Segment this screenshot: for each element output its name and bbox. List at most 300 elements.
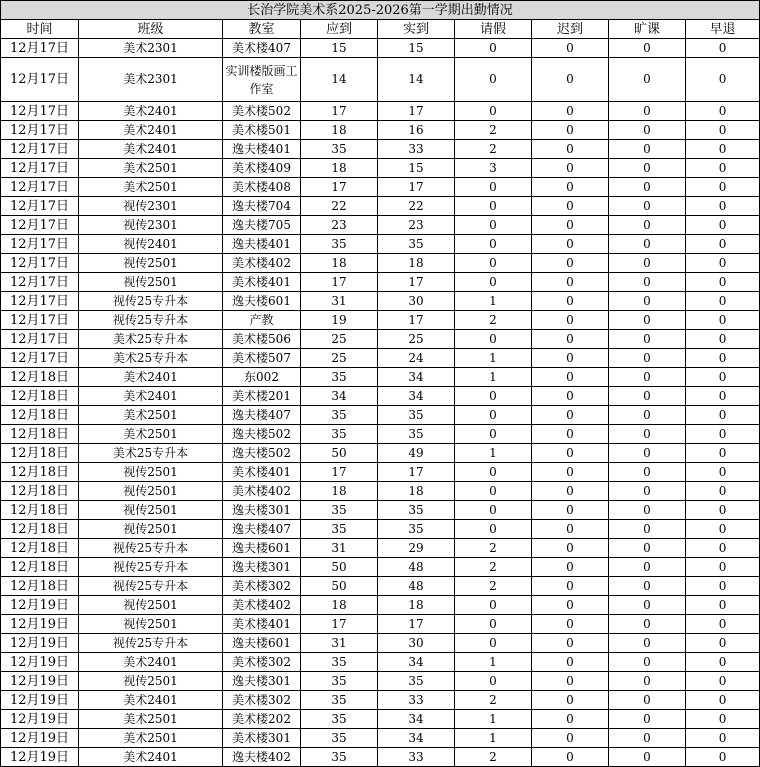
cell-late[interactable]: 0 xyxy=(532,292,609,311)
cell-date[interactable]: 12月18日 xyxy=(1,558,79,577)
cell-absent[interactable]: 0 xyxy=(609,254,686,273)
cell-leave[interactable]: 0 xyxy=(455,615,532,634)
cell-date[interactable]: 12月17日 xyxy=(1,58,79,102)
cell-leave[interactable]: 0 xyxy=(455,501,532,520)
cell-present[interactable]: 24 xyxy=(378,349,455,368)
cell-class[interactable]: 视传2501 xyxy=(79,672,223,691)
cell-present[interactable]: 17 xyxy=(378,273,455,292)
cell-late[interactable]: 0 xyxy=(532,387,609,406)
cell-early-leave[interactable]: 0 xyxy=(686,615,760,634)
cell-date[interactable]: 12月19日 xyxy=(1,596,79,615)
cell-expected[interactable]: 35 xyxy=(301,406,378,425)
cell-expected[interactable]: 35 xyxy=(301,235,378,254)
cell-present[interactable]: 48 xyxy=(378,577,455,596)
cell-date[interactable]: 12月17日 xyxy=(1,292,79,311)
cell-early-leave[interactable]: 0 xyxy=(686,691,760,710)
cell-date[interactable]: 12月19日 xyxy=(1,710,79,729)
cell-date[interactable]: 12月17日 xyxy=(1,311,79,330)
cell-expected[interactable]: 35 xyxy=(301,672,378,691)
cell-leave[interactable]: 3 xyxy=(455,159,532,178)
cell-late[interactable]: 0 xyxy=(532,39,609,58)
cell-class[interactable]: 美术2301 xyxy=(79,58,223,102)
cell-class[interactable]: 视传25专升本 xyxy=(79,634,223,653)
cell-date[interactable]: 12月18日 xyxy=(1,406,79,425)
cell-absent[interactable]: 0 xyxy=(609,539,686,558)
cell-leave[interactable]: 1 xyxy=(455,368,532,387)
cell-early-leave[interactable]: 0 xyxy=(686,292,760,311)
cell-leave[interactable]: 2 xyxy=(455,748,532,767)
cell-early-leave[interactable]: 0 xyxy=(686,311,760,330)
header-cell-class[interactable]: 班级 xyxy=(79,20,223,39)
cell-expected[interactable]: 35 xyxy=(301,520,378,539)
cell-early-leave[interactable]: 0 xyxy=(686,653,760,672)
cell-room[interactable]: 逸夫楼705 xyxy=(223,216,301,235)
header-cell-early-leave[interactable]: 早退 xyxy=(686,20,760,39)
cell-early-leave[interactable]: 0 xyxy=(686,710,760,729)
cell-absent[interactable]: 0 xyxy=(609,39,686,58)
cell-room[interactable]: 美术楼401 xyxy=(223,273,301,292)
cell-leave[interactable]: 0 xyxy=(455,672,532,691)
cell-late[interactable]: 0 xyxy=(532,349,609,368)
cell-class[interactable]: 视传2301 xyxy=(79,197,223,216)
cell-class[interactable]: 美术25专升本 xyxy=(79,330,223,349)
cell-late[interactable]: 0 xyxy=(532,748,609,767)
cell-class[interactable]: 视传25专升本 xyxy=(79,577,223,596)
cell-late[interactable]: 0 xyxy=(532,577,609,596)
cell-class[interactable]: 视传2501 xyxy=(79,501,223,520)
cell-absent[interactable]: 0 xyxy=(609,463,686,482)
cell-expected[interactable]: 35 xyxy=(301,653,378,672)
cell-present[interactable]: 17 xyxy=(378,615,455,634)
cell-expected[interactable]: 22 xyxy=(301,197,378,216)
cell-absent[interactable]: 0 xyxy=(609,311,686,330)
cell-present[interactable]: 34 xyxy=(378,368,455,387)
cell-class[interactable]: 美术2401 xyxy=(79,121,223,140)
cell-class[interactable]: 美术2401 xyxy=(79,748,223,767)
cell-room[interactable]: 美术楼302 xyxy=(223,577,301,596)
cell-expected[interactable]: 14 xyxy=(301,58,378,102)
cell-present[interactable]: 15 xyxy=(378,39,455,58)
cell-late[interactable]: 0 xyxy=(532,311,609,330)
cell-class[interactable]: 美术2501 xyxy=(79,159,223,178)
cell-leave[interactable]: 2 xyxy=(455,691,532,710)
cell-absent[interactable]: 0 xyxy=(609,653,686,672)
cell-late[interactable]: 0 xyxy=(532,140,609,159)
cell-room[interactable]: 美术楼507 xyxy=(223,349,301,368)
cell-expected[interactable]: 31 xyxy=(301,539,378,558)
cell-date[interactable]: 12月17日 xyxy=(1,235,79,254)
cell-late[interactable]: 0 xyxy=(532,596,609,615)
cell-room[interactable]: 东002 xyxy=(223,368,301,387)
cell-class[interactable]: 美术2401 xyxy=(79,140,223,159)
cell-late[interactable]: 0 xyxy=(532,444,609,463)
cell-early-leave[interactable]: 0 xyxy=(686,634,760,653)
cell-early-leave[interactable]: 0 xyxy=(686,39,760,58)
sheet-title[interactable]: 长治学院美术系2025-2026第一学期出勤情况 xyxy=(1,1,760,20)
cell-late[interactable]: 0 xyxy=(532,615,609,634)
cell-expected[interactable]: 35 xyxy=(301,710,378,729)
cell-leave[interactable]: 1 xyxy=(455,710,532,729)
cell-class[interactable]: 视传2401 xyxy=(79,235,223,254)
cell-early-leave[interactable]: 0 xyxy=(686,330,760,349)
cell-date[interactable]: 12月19日 xyxy=(1,615,79,634)
cell-leave[interactable]: 0 xyxy=(455,197,532,216)
cell-date[interactable]: 12月17日 xyxy=(1,39,79,58)
cell-expected[interactable]: 50 xyxy=(301,577,378,596)
cell-present[interactable]: 17 xyxy=(378,463,455,482)
cell-late[interactable]: 0 xyxy=(532,58,609,102)
cell-leave[interactable]: 0 xyxy=(455,216,532,235)
cell-present[interactable]: 33 xyxy=(378,140,455,159)
cell-absent[interactable]: 0 xyxy=(609,58,686,102)
cell-leave[interactable]: 0 xyxy=(455,330,532,349)
cell-expected[interactable]: 23 xyxy=(301,216,378,235)
cell-date[interactable]: 12月19日 xyxy=(1,748,79,767)
cell-class[interactable]: 视传2501 xyxy=(79,273,223,292)
cell-leave[interactable]: 0 xyxy=(455,463,532,482)
cell-expected[interactable]: 35 xyxy=(301,368,378,387)
cell-absent[interactable]: 0 xyxy=(609,748,686,767)
cell-leave[interactable]: 0 xyxy=(455,254,532,273)
cell-expected[interactable]: 18 xyxy=(301,159,378,178)
cell-room[interactable]: 产教 xyxy=(223,311,301,330)
cell-absent[interactable]: 0 xyxy=(609,425,686,444)
cell-early-leave[interactable]: 0 xyxy=(686,121,760,140)
cell-leave[interactable]: 2 xyxy=(455,539,532,558)
cell-date[interactable]: 12月18日 xyxy=(1,463,79,482)
cell-expected[interactable]: 35 xyxy=(301,140,378,159)
cell-leave[interactable]: 1 xyxy=(455,729,532,748)
cell-expected[interactable]: 19 xyxy=(301,311,378,330)
header-cell-late[interactable]: 迟到 xyxy=(532,20,609,39)
cell-expected[interactable]: 31 xyxy=(301,634,378,653)
cell-leave[interactable]: 1 xyxy=(455,349,532,368)
cell-date[interactable]: 12月17日 xyxy=(1,273,79,292)
cell-early-leave[interactable]: 0 xyxy=(686,520,760,539)
cell-class[interactable]: 美术2401 xyxy=(79,102,223,121)
cell-leave[interactable]: 0 xyxy=(455,596,532,615)
cell-leave[interactable]: 0 xyxy=(455,406,532,425)
cell-present[interactable]: 30 xyxy=(378,634,455,653)
cell-early-leave[interactable]: 0 xyxy=(686,349,760,368)
cell-date[interactable]: 12月18日 xyxy=(1,539,79,558)
cell-early-leave[interactable]: 0 xyxy=(686,197,760,216)
cell-room[interactable]: 美术楼408 xyxy=(223,178,301,197)
cell-class[interactable]: 视传2501 xyxy=(79,463,223,482)
cell-room[interactable]: 美术楼407 xyxy=(223,39,301,58)
cell-expected[interactable]: 18 xyxy=(301,254,378,273)
header-cell-expected[interactable]: 应到 xyxy=(301,20,378,39)
cell-absent[interactable]: 0 xyxy=(609,520,686,539)
cell-date[interactable]: 12月19日 xyxy=(1,672,79,691)
cell-date[interactable]: 12月19日 xyxy=(1,653,79,672)
header-cell-room[interactable]: 教室 xyxy=(223,20,301,39)
cell-late[interactable]: 0 xyxy=(532,672,609,691)
header-cell-present[interactable]: 实到 xyxy=(378,20,455,39)
cell-absent[interactable]: 0 xyxy=(609,482,686,501)
cell-date[interactable]: 12月17日 xyxy=(1,197,79,216)
cell-late[interactable]: 0 xyxy=(532,216,609,235)
cell-leave[interactable]: 1 xyxy=(455,653,532,672)
cell-late[interactable]: 0 xyxy=(532,368,609,387)
cell-early-leave[interactable]: 0 xyxy=(686,254,760,273)
cell-class[interactable]: 美术2401 xyxy=(79,368,223,387)
cell-present[interactable]: 17 xyxy=(378,311,455,330)
cell-present[interactable]: 17 xyxy=(378,102,455,121)
cell-late[interactable]: 0 xyxy=(532,425,609,444)
cell-late[interactable]: 0 xyxy=(532,121,609,140)
cell-leave[interactable]: 2 xyxy=(455,311,532,330)
cell-absent[interactable]: 0 xyxy=(609,140,686,159)
cell-absent[interactable]: 0 xyxy=(609,577,686,596)
cell-absent[interactable]: 0 xyxy=(609,596,686,615)
cell-absent[interactable]: 0 xyxy=(609,121,686,140)
cell-present[interactable]: 33 xyxy=(378,691,455,710)
cell-early-leave[interactable]: 0 xyxy=(686,58,760,102)
cell-present[interactable]: 35 xyxy=(378,235,455,254)
cell-present[interactable]: 34 xyxy=(378,710,455,729)
cell-present[interactable]: 22 xyxy=(378,197,455,216)
cell-room[interactable]: 实训楼版画工作室 xyxy=(223,58,301,102)
cell-early-leave[interactable]: 0 xyxy=(686,729,760,748)
cell-leave[interactable]: 0 xyxy=(455,482,532,501)
cell-room[interactable]: 逸夫楼402 xyxy=(223,748,301,767)
cell-room[interactable]: 逸夫楼502 xyxy=(223,444,301,463)
cell-class[interactable]: 美术2501 xyxy=(79,406,223,425)
cell-room[interactable]: 美术楼301 xyxy=(223,729,301,748)
cell-present[interactable]: 35 xyxy=(378,672,455,691)
cell-early-leave[interactable]: 0 xyxy=(686,216,760,235)
cell-class[interactable]: 美术2401 xyxy=(79,653,223,672)
cell-leave[interactable]: 2 xyxy=(455,577,532,596)
cell-absent[interactable]: 0 xyxy=(609,292,686,311)
cell-class[interactable]: 美术2401 xyxy=(79,691,223,710)
cell-leave[interactable]: 0 xyxy=(455,39,532,58)
cell-absent[interactable]: 0 xyxy=(609,672,686,691)
cell-expected[interactable]: 17 xyxy=(301,178,378,197)
cell-early-leave[interactable]: 0 xyxy=(686,406,760,425)
cell-absent[interactable]: 0 xyxy=(609,197,686,216)
cell-class[interactable]: 视传25专升本 xyxy=(79,558,223,577)
cell-late[interactable]: 0 xyxy=(532,539,609,558)
cell-expected[interactable]: 35 xyxy=(301,425,378,444)
cell-present[interactable]: 33 xyxy=(378,748,455,767)
cell-present[interactable]: 34 xyxy=(378,387,455,406)
cell-room[interactable]: 美术楼506 xyxy=(223,330,301,349)
cell-room[interactable]: 逸夫楼502 xyxy=(223,425,301,444)
cell-room[interactable]: 逸夫楼301 xyxy=(223,672,301,691)
cell-absent[interactable]: 0 xyxy=(609,710,686,729)
cell-expected[interactable]: 35 xyxy=(301,729,378,748)
cell-date[interactable]: 12月19日 xyxy=(1,729,79,748)
cell-date[interactable]: 12月18日 xyxy=(1,444,79,463)
cell-expected[interactable]: 18 xyxy=(301,596,378,615)
cell-expected[interactable]: 35 xyxy=(301,501,378,520)
cell-present[interactable]: 48 xyxy=(378,558,455,577)
cell-leave[interactable]: 0 xyxy=(455,520,532,539)
cell-expected[interactable]: 34 xyxy=(301,387,378,406)
cell-present[interactable]: 18 xyxy=(378,596,455,615)
cell-expected[interactable]: 25 xyxy=(301,349,378,368)
cell-class[interactable]: 视传2501 xyxy=(79,520,223,539)
cell-expected[interactable]: 50 xyxy=(301,558,378,577)
cell-room[interactable]: 美术楼402 xyxy=(223,482,301,501)
cell-present[interactable]: 35 xyxy=(378,501,455,520)
cell-late[interactable]: 0 xyxy=(532,159,609,178)
cell-date[interactable]: 12月17日 xyxy=(1,140,79,159)
cell-present[interactable]: 35 xyxy=(378,425,455,444)
cell-early-leave[interactable]: 0 xyxy=(686,501,760,520)
cell-late[interactable]: 0 xyxy=(532,197,609,216)
cell-room[interactable]: 逸夫楼401 xyxy=(223,140,301,159)
cell-class[interactable]: 美术2301 xyxy=(79,39,223,58)
cell-room[interactable]: 美术楼401 xyxy=(223,463,301,482)
cell-leave[interactable]: 0 xyxy=(455,235,532,254)
cell-room[interactable]: 美术楼202 xyxy=(223,710,301,729)
cell-leave[interactable]: 2 xyxy=(455,140,532,159)
cell-date[interactable]: 12月18日 xyxy=(1,501,79,520)
cell-room[interactable]: 逸夫楼601 xyxy=(223,539,301,558)
cell-late[interactable]: 0 xyxy=(532,254,609,273)
cell-late[interactable]: 0 xyxy=(532,406,609,425)
cell-early-leave[interactable]: 0 xyxy=(686,368,760,387)
cell-absent[interactable]: 0 xyxy=(609,102,686,121)
cell-late[interactable]: 0 xyxy=(532,273,609,292)
cell-absent[interactable]: 0 xyxy=(609,330,686,349)
cell-present[interactable]: 15 xyxy=(378,159,455,178)
cell-absent[interactable]: 0 xyxy=(609,501,686,520)
cell-room[interactable]: 逸夫楼407 xyxy=(223,520,301,539)
cell-class[interactable]: 视传25专升本 xyxy=(79,311,223,330)
cell-early-leave[interactable]: 0 xyxy=(686,140,760,159)
cell-date[interactable]: 12月17日 xyxy=(1,159,79,178)
cell-absent[interactable]: 0 xyxy=(609,159,686,178)
cell-early-leave[interactable]: 0 xyxy=(686,463,760,482)
cell-class[interactable]: 美术2401 xyxy=(79,387,223,406)
cell-late[interactable]: 0 xyxy=(532,634,609,653)
cell-late[interactable]: 0 xyxy=(532,178,609,197)
cell-leave[interactable]: 0 xyxy=(455,102,532,121)
cell-expected[interactable]: 15 xyxy=(301,39,378,58)
cell-present[interactable]: 29 xyxy=(378,539,455,558)
cell-class[interactable]: 视传2501 xyxy=(79,254,223,273)
cell-expected[interactable]: 17 xyxy=(301,463,378,482)
cell-early-leave[interactable]: 0 xyxy=(686,482,760,501)
cell-class[interactable]: 美术2501 xyxy=(79,425,223,444)
cell-date[interactable]: 12月17日 xyxy=(1,254,79,273)
cell-present[interactable]: 30 xyxy=(378,292,455,311)
cell-class[interactable]: 视传2501 xyxy=(79,615,223,634)
cell-early-leave[interactable]: 0 xyxy=(686,748,760,767)
cell-room[interactable]: 逸夫楼601 xyxy=(223,634,301,653)
cell-date[interactable]: 12月17日 xyxy=(1,121,79,140)
cell-room[interactable]: 美术楼402 xyxy=(223,254,301,273)
cell-class[interactable]: 视传2501 xyxy=(79,596,223,615)
cell-present[interactable]: 49 xyxy=(378,444,455,463)
cell-expected[interactable]: 17 xyxy=(301,102,378,121)
cell-present[interactable]: 35 xyxy=(378,406,455,425)
cell-date[interactable]: 12月18日 xyxy=(1,482,79,501)
cell-early-leave[interactable]: 0 xyxy=(686,596,760,615)
cell-date[interactable]: 12月17日 xyxy=(1,216,79,235)
cell-present[interactable]: 25 xyxy=(378,330,455,349)
cell-present[interactable]: 16 xyxy=(378,121,455,140)
cell-class[interactable]: 美术25专升本 xyxy=(79,444,223,463)
cell-early-leave[interactable]: 0 xyxy=(686,558,760,577)
cell-present[interactable]: 14 xyxy=(378,58,455,102)
header-cell-leave[interactable]: 请假 xyxy=(455,20,532,39)
cell-present[interactable]: 34 xyxy=(378,729,455,748)
cell-absent[interactable]: 0 xyxy=(609,368,686,387)
cell-expected[interactable]: 17 xyxy=(301,273,378,292)
cell-late[interactable]: 0 xyxy=(532,729,609,748)
cell-class[interactable]: 视传2501 xyxy=(79,482,223,501)
cell-date[interactable]: 12月18日 xyxy=(1,577,79,596)
cell-absent[interactable]: 0 xyxy=(609,615,686,634)
cell-late[interactable]: 0 xyxy=(532,102,609,121)
cell-early-leave[interactable]: 0 xyxy=(686,387,760,406)
cell-absent[interactable]: 0 xyxy=(609,273,686,292)
cell-leave[interactable]: 0 xyxy=(455,634,532,653)
cell-present[interactable]: 23 xyxy=(378,216,455,235)
cell-date[interactable]: 12月17日 xyxy=(1,330,79,349)
header-cell-date[interactable]: 时间 xyxy=(1,20,79,39)
cell-present[interactable]: 18 xyxy=(378,482,455,501)
cell-leave[interactable]: 0 xyxy=(455,178,532,197)
cell-late[interactable]: 0 xyxy=(532,235,609,254)
cell-date[interactable]: 12月18日 xyxy=(1,520,79,539)
cell-absent[interactable]: 0 xyxy=(609,235,686,254)
cell-absent[interactable]: 0 xyxy=(609,691,686,710)
cell-present[interactable]: 35 xyxy=(378,520,455,539)
cell-room[interactable]: 美术楼501 xyxy=(223,121,301,140)
cell-class[interactable]: 视传2301 xyxy=(79,216,223,235)
cell-date[interactable]: 12月17日 xyxy=(1,102,79,121)
cell-present[interactable]: 17 xyxy=(378,178,455,197)
cell-late[interactable]: 0 xyxy=(532,501,609,520)
cell-room[interactable]: 美术楼302 xyxy=(223,653,301,672)
cell-class[interactable]: 视传25专升本 xyxy=(79,539,223,558)
cell-absent[interactable]: 0 xyxy=(609,216,686,235)
cell-absent[interactable]: 0 xyxy=(609,634,686,653)
cell-early-leave[interactable]: 0 xyxy=(686,425,760,444)
cell-room[interactable]: 美术楼401 xyxy=(223,615,301,634)
cell-expected[interactable]: 50 xyxy=(301,444,378,463)
cell-early-leave[interactable]: 0 xyxy=(686,178,760,197)
cell-date[interactable]: 12月19日 xyxy=(1,691,79,710)
cell-room[interactable]: 逸夫楼301 xyxy=(223,558,301,577)
cell-date[interactable]: 12月19日 xyxy=(1,634,79,653)
cell-absent[interactable]: 0 xyxy=(609,729,686,748)
cell-expected[interactable]: 35 xyxy=(301,691,378,710)
cell-room[interactable]: 美术楼409 xyxy=(223,159,301,178)
cell-room[interactable]: 美术楼502 xyxy=(223,102,301,121)
cell-present[interactable]: 18 xyxy=(378,254,455,273)
cell-leave[interactable]: 0 xyxy=(455,58,532,102)
cell-room[interactable]: 美术楼302 xyxy=(223,691,301,710)
cell-late[interactable]: 0 xyxy=(532,710,609,729)
cell-date[interactable]: 12月18日 xyxy=(1,387,79,406)
cell-date[interactable]: 12月18日 xyxy=(1,425,79,444)
cell-early-leave[interactable]: 0 xyxy=(686,235,760,254)
cell-absent[interactable]: 0 xyxy=(609,178,686,197)
cell-late[interactable]: 0 xyxy=(532,691,609,710)
cell-room[interactable]: 美术楼201 xyxy=(223,387,301,406)
cell-room[interactable]: 美术楼402 xyxy=(223,596,301,615)
cell-class[interactable]: 美术25专升本 xyxy=(79,349,223,368)
cell-absent[interactable]: 0 xyxy=(609,558,686,577)
cell-absent[interactable]: 0 xyxy=(609,444,686,463)
